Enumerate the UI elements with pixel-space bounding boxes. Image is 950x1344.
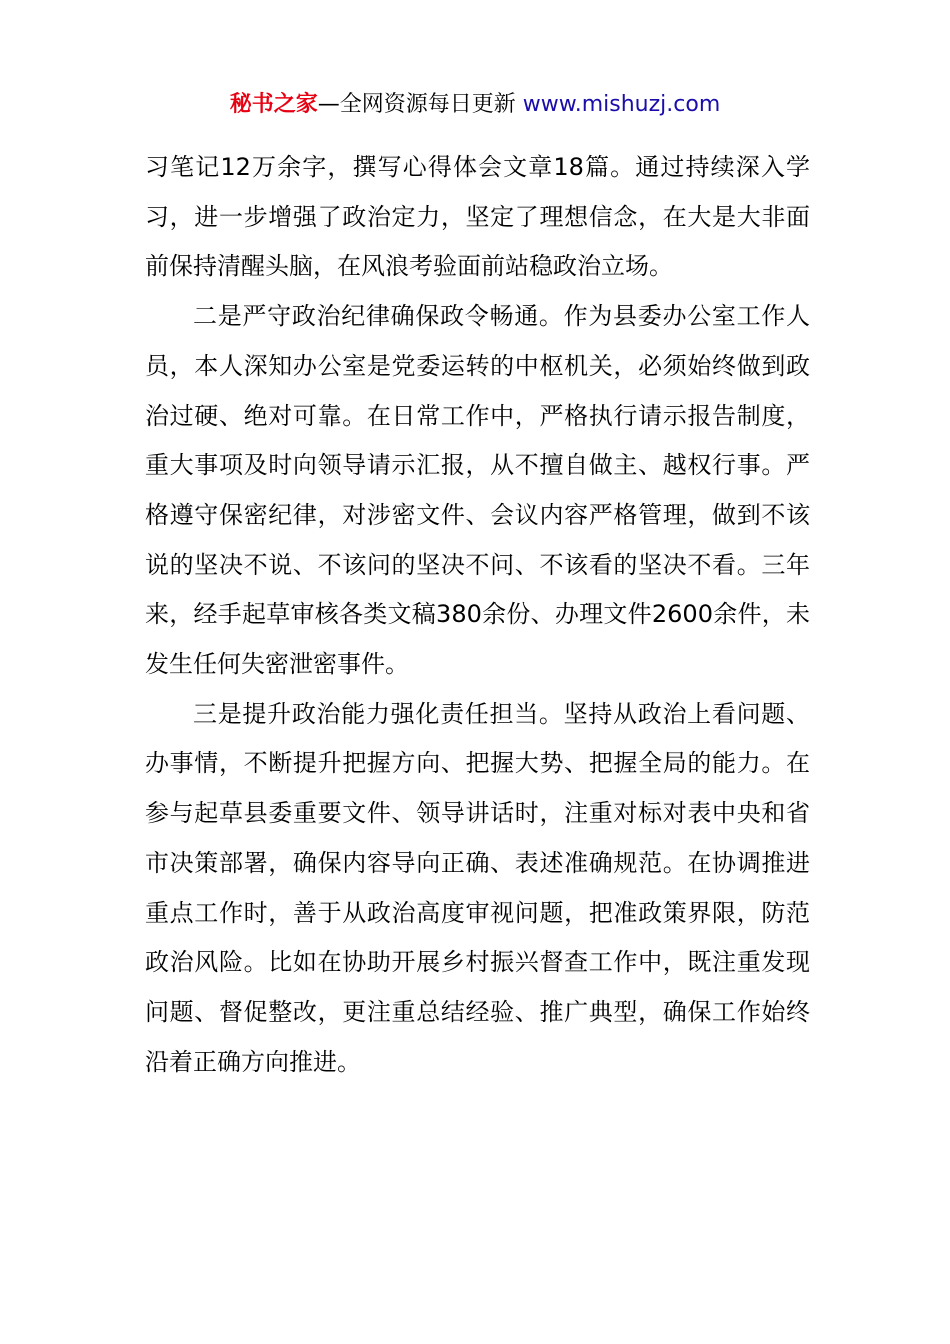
- page-header: [0, 88, 950, 122]
- brand-name: 秘书之家: [229, 92, 318, 117]
- document-body: [145, 143, 810, 1087]
- paragraph-continued: 习笔记12万余字，撰写心得体会文章18篇。通过持续深入学习，进一步增强了政治定力，坚定了理想信念，在大是大非面前保持清醒头脑，在风浪考验面前站稳政治立场。: [145, 153, 810, 281]
- header-tagline: —全网资源每日更新: [317, 92, 523, 117]
- paragraph-political-ability: 三是提升政治能力强化责任担当。坚持从政治上看问题、办事情，不断提升把握方向、把握大势、把握全局的能力。在参与起草县委重要文件、领导讲话时，注重对标对表中央和省市决策部署，确保内容导向正确、表述准确规范。在协调推进重点工作时，善于从政治高度审视问题，把准政策界限，防范政治风险。比如在协助开展乡村振兴督查工作中，既注重发现问题、督促整改，更注重总结经验、推广典型，确保工作始终沿着正确方向推进。: [145, 699, 810, 1076]
- site-url-link[interactable]: www.mishuzj.com: [522, 92, 721, 117]
- paragraph-political-discipline: 二是严守政治纪律确保政令畅通。作为县委办公室工作人员，本人深知办公室是党委运转的中枢机关，必须始终做到政治过硬、绝对可靠。在日常工作中，严格执行请示报告制度，重大事项及时向领导请示汇报，从不擅自做主、越权行事。严格遵守保密纪律，对涉密文件、会议内容严格管理，做到不该说的坚决不说、不该问的坚决不问、不该看的坚决不看。三年来，经手起草审核各类文稿380余份、办理文件2600余件，未发生任何失密泄密事件。: [145, 302, 810, 679]
